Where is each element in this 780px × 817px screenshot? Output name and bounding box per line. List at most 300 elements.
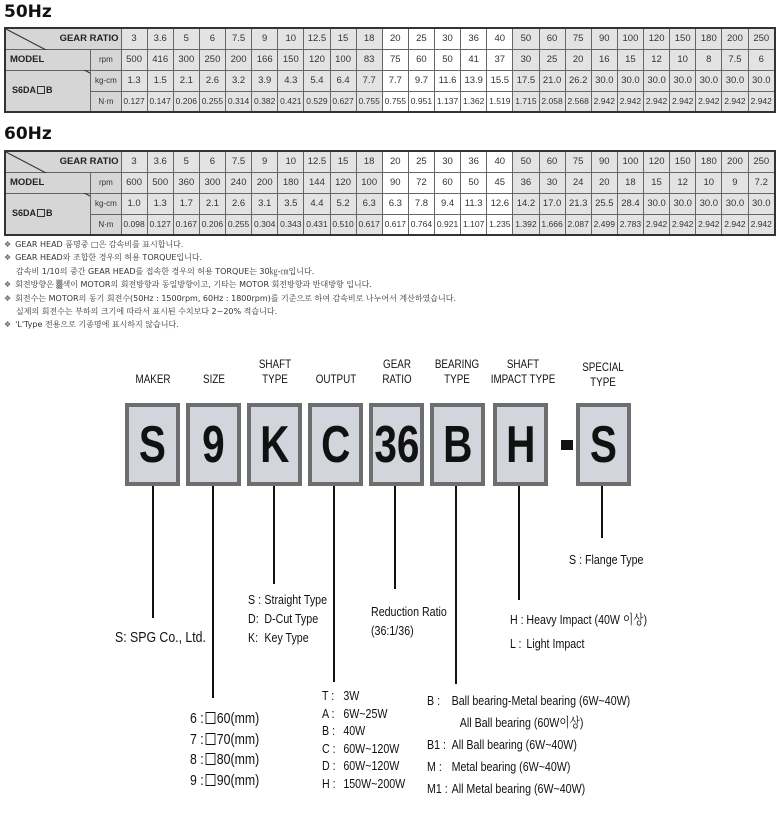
- cell-gear-ratio: 15: [330, 151, 356, 172]
- cell-gear-ratio: 60: [539, 28, 565, 49]
- unit-rpm: rpm: [91, 172, 121, 193]
- cell-rpm: 18: [617, 172, 643, 193]
- cell-rpm: 20: [591, 172, 617, 193]
- desc-key: [427, 712, 460, 734]
- cell-rpm: 120: [304, 49, 330, 70]
- header-model: [5, 49, 91, 70]
- code-box-gear-ratio: 36: [369, 403, 424, 486]
- desc-output: [322, 687, 405, 792]
- cell-kgcm: 2.1: [173, 70, 199, 91]
- cell-kgcm: 3.2: [226, 70, 252, 91]
- desc-maker: S: SPG Co., Ltd.: [115, 629, 206, 646]
- cell-rpm: 37: [487, 49, 513, 70]
- cell-nm: 2.942: [722, 91, 748, 112]
- model-prefix: S6DA: [12, 85, 37, 96]
- cell-nm: 1.519: [487, 91, 513, 112]
- cell-rpm: 8: [696, 49, 722, 70]
- cell-nm: 0.127: [147, 214, 173, 235]
- cell-kgcm: 9.7: [408, 70, 434, 91]
- desc-shaft-type: [248, 590, 327, 647]
- cell-kgcm: 5.2: [330, 193, 356, 214]
- cell-nm: 2.942: [696, 91, 722, 112]
- cell-kgcm: 2.6: [226, 193, 252, 214]
- cell-gear-ratio: 6: [199, 151, 225, 172]
- code-box-shaft-impact-type: H: [493, 403, 548, 486]
- cell-nm: 2.942: [748, 214, 775, 235]
- cell-gear-ratio: 9: [252, 151, 278, 172]
- cell-kgcm: 28.4: [617, 193, 643, 214]
- desc-key: D:: [248, 611, 259, 626]
- cell-gear-ratio: 200: [722, 151, 748, 172]
- table-title-50hz: 50Hz: [4, 2, 52, 22]
- diamond-bullet-icon: ❖: [4, 240, 12, 249]
- cell-kgcm: 21.3: [565, 193, 591, 214]
- leader-line-output: [333, 486, 335, 682]
- desc-shaft-impact-type: [510, 608, 647, 656]
- cell-kgcm: 1.5: [147, 70, 173, 91]
- cell-gear-ratio: 50: [513, 28, 539, 49]
- desc-value: Light Impact: [526, 636, 585, 651]
- spec-table-60hz: [4, 150, 776, 236]
- label-maker: MAKER: [135, 372, 171, 386]
- cell-kgcm: 7.7: [356, 70, 382, 91]
- cell-rpm: 36: [513, 172, 539, 193]
- cell-kgcm: 14.2: [513, 193, 539, 214]
- model-suffix: B: [46, 85, 53, 96]
- row-kgcm: [5, 193, 775, 214]
- cell-gear-ratio: 5: [173, 28, 199, 49]
- cell-kgcm: 30.0: [722, 193, 748, 214]
- note-text: 감속비 1/10의 중간 GEAR HEAD를 접속한 경우의 허용 TORQUE는 30㎏-㎝입니다.: [16, 266, 315, 276]
- cell-kgcm: 2.6: [199, 70, 225, 91]
- desc-value: 70(mm): [216, 730, 260, 748]
- gear-ratio-label: GEAR RATIO: [59, 156, 119, 167]
- desc-key: 7 :: [190, 730, 204, 748]
- cell-kgcm: 1.3: [147, 193, 173, 214]
- cell-nm: 2.499: [591, 214, 617, 235]
- unit-nm: N·m: [91, 91, 121, 112]
- header-gear-ratio: [5, 28, 121, 49]
- cell-rpm: 6: [748, 49, 775, 70]
- cell-kgcm: 2.1: [199, 193, 225, 214]
- label-shaft-type: SHAFT TYPE: [258, 357, 292, 386]
- desc-item: [322, 722, 405, 740]
- cell-kgcm: 30.0: [722, 70, 748, 91]
- desc-value: 150W~200W: [343, 775, 406, 791]
- cell-gear-ratio: 3.6: [147, 151, 173, 172]
- code-box-shaft-type: K: [247, 403, 302, 486]
- desc-item: [322, 687, 405, 705]
- cell-rpm: 500: [121, 49, 147, 70]
- cell-rpm: 12: [670, 172, 696, 193]
- cell-gear-ratio: 3: [121, 28, 147, 49]
- unit-kgcm: kg-cm: [91, 70, 121, 91]
- cell-nm: 2.942: [644, 214, 670, 235]
- cell-kgcm: 30.0: [591, 70, 617, 91]
- cell-rpm: 200: [252, 172, 278, 193]
- cell-rpm: 200: [226, 49, 252, 70]
- cell-nm: 2.942: [696, 214, 722, 235]
- square-size-icon: [205, 733, 215, 745]
- model-suffix: B: [46, 208, 53, 219]
- gear-ratio-label: GEAR RATIO: [59, 33, 119, 44]
- cell-rpm: 100: [330, 49, 356, 70]
- cell-gear-ratio: 200: [722, 28, 748, 49]
- diamond-bullet-icon: ❖: [4, 320, 12, 330]
- diamond-bullet-icon: ❖: [4, 280, 12, 290]
- square-size-icon: [205, 753, 215, 765]
- cell-rpm: 60: [408, 49, 434, 70]
- desc-key: L :: [510, 636, 522, 651]
- cell-rpm: 72: [408, 172, 434, 193]
- model-label: MODEL: [10, 54, 45, 65]
- cell-nm: 0.255: [199, 91, 225, 112]
- cell-nm: 1.137: [435, 91, 461, 112]
- cell-kgcm: 3.5: [278, 193, 304, 214]
- leader-line-shaft-type: [273, 486, 275, 584]
- note-text: 회전수는 MOTOR의 동기 회전수(50Hz : 1500rpm, 60Hz : 1800rpm)를 기준으로 하여 감속비로 나누어서 계산하였습니다.: [15, 293, 457, 303]
- cell-kgcm: 30.0: [617, 70, 643, 91]
- square-size-icon: [205, 712, 215, 724]
- desc-value: All Ball bearing (60W이상): [459, 715, 584, 730]
- cell-kgcm: 4.4: [304, 193, 330, 214]
- cell-rpm: 150: [278, 49, 304, 70]
- cell-rpm: 15: [644, 172, 670, 193]
- cell-kgcm: 1.3: [121, 70, 147, 91]
- desc-value: Key Type: [264, 630, 309, 645]
- cell-kgcm: 7.7: [382, 70, 408, 91]
- header-model: [5, 172, 91, 193]
- code-box-output: C: [308, 403, 363, 486]
- desc-key: T :: [322, 688, 335, 703]
- cell-kgcm: 30.0: [748, 193, 775, 214]
- cell-rpm: 50: [461, 172, 487, 193]
- code-box-maker: S: [125, 403, 180, 486]
- cell-gear-ratio: 100: [617, 28, 643, 49]
- cell-nm: 0.343: [278, 214, 304, 235]
- row-kgcm: [5, 70, 775, 91]
- diamond-bullet-icon: ❖: [4, 253, 12, 263]
- cell-gear-ratio: 150: [670, 151, 696, 172]
- cell-kgcm: 1.0: [121, 193, 147, 214]
- leader-line-maker: [152, 486, 154, 618]
- desc-key: 8 :: [190, 751, 204, 768]
- desc-item: [248, 590, 327, 609]
- square-size-icon: [205, 774, 215, 786]
- cell-gear-ratio: 100: [617, 151, 643, 172]
- cell-gear-ratio: 6: [199, 28, 225, 49]
- cell-nm: 2.942: [722, 214, 748, 235]
- desc-item: [190, 750, 259, 771]
- desc-key: D :: [322, 758, 336, 773]
- cell-rpm: 9: [722, 172, 748, 193]
- desc-bearing-type: [427, 690, 630, 800]
- row-nm: [5, 214, 775, 235]
- cell-rpm: 120: [330, 172, 356, 193]
- code-box-bearing-type: B: [430, 403, 485, 486]
- desc-value: 90(mm): [216, 771, 260, 789]
- cell-kgcm: 3.1: [252, 193, 278, 214]
- cell-kgcm: 5.4: [304, 70, 330, 91]
- desc-item: [427, 756, 630, 778]
- desc-key: B :: [322, 723, 336, 738]
- cell-rpm: 30: [513, 49, 539, 70]
- cell-rpm: 90: [382, 172, 408, 193]
- cell-rpm: 24: [565, 172, 591, 193]
- desc-key: B :: [427, 693, 441, 708]
- unit-nm: N·m: [91, 214, 121, 235]
- cell-nm: 1.235: [487, 214, 513, 235]
- desc-value: All Ball bearing (6W~40W): [451, 737, 577, 752]
- cell-gear-ratio: 5: [173, 151, 199, 172]
- ratio-placeholder-box-icon: [37, 86, 45, 94]
- cell-nm: 0.617: [382, 214, 408, 235]
- desc-key: S :: [248, 592, 262, 607]
- cell-rpm: 83: [356, 49, 382, 70]
- cell-gear-ratio: 120: [644, 28, 670, 49]
- cell-kgcm: 3.9: [252, 70, 278, 91]
- cell-rpm: 12: [644, 49, 670, 70]
- cell-kgcm: 6.4: [330, 70, 356, 91]
- code-box-size: 9: [186, 403, 241, 486]
- desc-key: M :: [427, 759, 442, 774]
- label-shaft-impact-type: SHAFT IMPACT TYPE: [490, 357, 556, 386]
- cell-rpm: 75: [382, 49, 408, 70]
- label-special-type: SPECIAL TYPE: [582, 360, 624, 389]
- cell-gear-ratio: 40: [487, 28, 513, 49]
- leader-line-size: [212, 486, 214, 698]
- desc-value: 3W: [343, 688, 360, 703]
- cell-rpm: 25: [539, 49, 565, 70]
- cell-gear-ratio: 250: [748, 151, 775, 172]
- cell-rpm: 144: [304, 172, 330, 193]
- note-item: [4, 265, 456, 278]
- desc-value: 40W: [343, 723, 366, 738]
- desc-key: B1 :: [427, 737, 446, 752]
- cell-nm: 0.127: [121, 91, 147, 112]
- desc-key: M1 :: [427, 781, 448, 796]
- cell-nm: 0.382: [252, 91, 278, 112]
- cell-kgcm: 30.0: [696, 70, 722, 91]
- cell-nm: 2.568: [565, 91, 591, 112]
- cell-gear-ratio: 36: [461, 151, 487, 172]
- cell-gear-ratio: 15: [330, 28, 356, 49]
- desc-item: [427, 712, 630, 734]
- cell-nm: 0.529: [304, 91, 330, 112]
- note-text: GEAR HEAD 품명중 □은 감속비를 표시합니다.: [15, 240, 184, 249]
- cell-nm: 0.255: [226, 214, 252, 235]
- leader-line-gear-ratio: [394, 486, 396, 589]
- cell-gear-ratio: 60: [539, 151, 565, 172]
- cell-nm: 0.755: [382, 91, 408, 112]
- cell-gear-ratio: 90: [591, 28, 617, 49]
- cell-gear-ratio: 250: [748, 28, 775, 49]
- desc-size: [190, 709, 259, 791]
- desc-item: [427, 690, 630, 712]
- desc-value: 60W~120W: [343, 740, 400, 756]
- cell-kgcm: 11.3: [461, 193, 487, 214]
- cell-nm: 0.921: [435, 214, 461, 235]
- desc-item: [427, 778, 630, 800]
- cell-nm: 0.431: [304, 214, 330, 235]
- desc-key: A :: [322, 705, 335, 721]
- cell-nm: 1.666: [539, 214, 565, 235]
- cell-nm: 0.951: [408, 91, 434, 112]
- cell-nm: 0.421: [278, 91, 304, 112]
- note-item: [4, 251, 456, 264]
- model-name: [5, 193, 91, 235]
- cell-nm: 0.206: [199, 214, 225, 235]
- cell-rpm: 600: [121, 172, 147, 193]
- cell-kgcm: 17.0: [539, 193, 565, 214]
- desc-item: [190, 709, 259, 730]
- cell-gear-ratio: 75: [565, 151, 591, 172]
- cell-gear-ratio: 120: [644, 151, 670, 172]
- cell-kgcm: 26.2: [565, 70, 591, 91]
- desc-value: 60(mm): [216, 710, 260, 727]
- ratio-placeholder-box-icon: [37, 209, 45, 217]
- cell-kgcm: 30.0: [696, 193, 722, 214]
- cell-kgcm: 1.7: [173, 193, 199, 214]
- cell-gear-ratio: 7.5: [226, 28, 252, 49]
- cell-gear-ratio: 12.5: [304, 28, 330, 49]
- cell-gear-ratio: 12.5: [304, 151, 330, 172]
- note-item: [4, 238, 456, 251]
- cell-nm: 2.942: [644, 91, 670, 112]
- cell-gear-ratio: 20: [382, 28, 408, 49]
- cell-kgcm: 30.0: [670, 70, 696, 91]
- cell-gear-ratio: 36: [461, 28, 487, 49]
- desc-item: [248, 628, 327, 647]
- desc-value: Heavy Impact (40W 이상): [526, 612, 648, 627]
- model-name: [5, 70, 91, 112]
- cell-gear-ratio: 10: [278, 28, 304, 49]
- cell-rpm: 416: [147, 49, 173, 70]
- cell-gear-ratio: 25: [408, 151, 434, 172]
- cell-kgcm: 11.6: [435, 70, 461, 91]
- desc-value: Straight Type: [264, 592, 328, 607]
- cell-gear-ratio: 20: [382, 151, 408, 172]
- desc-item: [322, 757, 405, 775]
- desc-gear-ratio: Reduction Ratio (36:1/36): [371, 604, 447, 638]
- cell-kgcm: 4.3: [278, 70, 304, 91]
- cell-rpm: 100: [356, 172, 382, 193]
- cell-nm: 2.942: [670, 214, 696, 235]
- cell-rpm: 250: [199, 49, 225, 70]
- cell-nm: 1.715: [513, 91, 539, 112]
- desc-item: [510, 632, 647, 656]
- cell-rpm: 10: [696, 172, 722, 193]
- cell-rpm: 7.5: [722, 49, 748, 70]
- unit-rpm: rpm: [91, 49, 121, 70]
- cell-nm: 0.147: [147, 91, 173, 112]
- desc-item: [510, 608, 647, 632]
- cell-nm: 1.107: [461, 214, 487, 235]
- desc-item: [322, 705, 405, 723]
- leader-line-special-type: [601, 486, 603, 538]
- desc-item: [427, 734, 630, 756]
- cell-nm: 0.617: [356, 214, 382, 235]
- cell-kgcm: 15.5: [487, 70, 513, 91]
- cell-rpm: 60: [435, 172, 461, 193]
- cell-kgcm: 30.0: [748, 70, 775, 91]
- desc-value: 60W~120W: [343, 758, 400, 773]
- desc-value: 6W~25W: [343, 705, 388, 721]
- cell-gear-ratio: 50: [513, 151, 539, 172]
- desc-key: H :: [510, 612, 524, 627]
- note-item: [4, 305, 456, 318]
- cell-nm: 0.764: [408, 214, 434, 235]
- note-text: 회전방향은 ▒색이 MOTOR의 회전방향과 동일방향이고, 기타는 MOTOR 회전방향과 반대방향 입니다.: [15, 280, 372, 290]
- cell-nm: 2.783: [617, 214, 643, 235]
- cell-nm: 2.058: [539, 91, 565, 112]
- cell-gear-ratio: 30: [435, 28, 461, 49]
- desc-item: [190, 730, 259, 751]
- desc-special-type: S : Flange Type: [569, 552, 644, 567]
- cell-gear-ratio: 10: [278, 151, 304, 172]
- cell-nm: 0.510: [330, 214, 356, 235]
- cell-kgcm: 9.4: [435, 193, 461, 214]
- note-item: [4, 318, 456, 331]
- cell-rpm: 300: [199, 172, 225, 193]
- table-title-60hz: 60Hz: [4, 124, 52, 144]
- cell-kgcm: 30.0: [644, 193, 670, 214]
- cell-rpm: 41: [461, 49, 487, 70]
- desc-key: 9 :: [190, 771, 204, 789]
- note-text: 'L'Type 전용으로 기종명에 표시하지 않습니다.: [15, 320, 179, 330]
- cell-kgcm: 30.0: [670, 193, 696, 214]
- spec-table-50hz: [4, 27, 776, 113]
- cell-nm: 0.314: [226, 91, 252, 112]
- cell-nm: 2.087: [565, 214, 591, 235]
- note-item: [4, 292, 456, 305]
- desc-value: All Metal bearing (6W~40W): [451, 781, 586, 796]
- note-text: GEAR HEAD와 조합한 경우의 허용 TORQUE입니다.: [15, 253, 203, 263]
- cell-gear-ratio: 3: [121, 151, 147, 172]
- leader-line-bearing-type: [455, 486, 457, 684]
- note-text: 실제의 회전수는 부하의 크기에 따라서 표시된 수치보다 2~20% 적습니다.: [16, 307, 278, 317]
- label-gear-ratio: GEAR RATIO: [382, 357, 412, 386]
- cell-rpm: 300: [173, 49, 199, 70]
- desc-key: K:: [248, 630, 259, 645]
- cell-nm: 0.206: [173, 91, 199, 112]
- cell-gear-ratio: 30: [435, 151, 461, 172]
- row-gear-ratio: [5, 28, 775, 49]
- leader-line-shaft-impact-type: [518, 486, 520, 600]
- desc-key: 6 :: [190, 710, 204, 727]
- cell-gear-ratio: 40: [487, 151, 513, 172]
- model-prefix: S6DA: [12, 208, 37, 219]
- note-item: [4, 278, 456, 291]
- cell-rpm: 240: [226, 172, 252, 193]
- desc-key: C :: [322, 740, 336, 756]
- cell-kgcm: 17.5: [513, 70, 539, 91]
- cell-gear-ratio: 9: [252, 28, 278, 49]
- cell-rpm: 166: [252, 49, 278, 70]
- desc-item: [190, 771, 259, 792]
- notes-list: [4, 238, 456, 332]
- cell-nm: 0.627: [330, 91, 356, 112]
- cell-kgcm: 25.5: [591, 193, 617, 214]
- cell-kgcm: 13.9: [461, 70, 487, 91]
- label-output: OUTPUT: [315, 372, 357, 386]
- label-bearing-type: BEARING TYPE: [434, 357, 480, 386]
- cell-nm: 1.362: [461, 91, 487, 112]
- cell-gear-ratio: 3.6: [147, 28, 173, 49]
- cell-gear-ratio: 150: [670, 28, 696, 49]
- cell-kgcm: 30.0: [644, 70, 670, 91]
- cell-rpm: 10: [670, 49, 696, 70]
